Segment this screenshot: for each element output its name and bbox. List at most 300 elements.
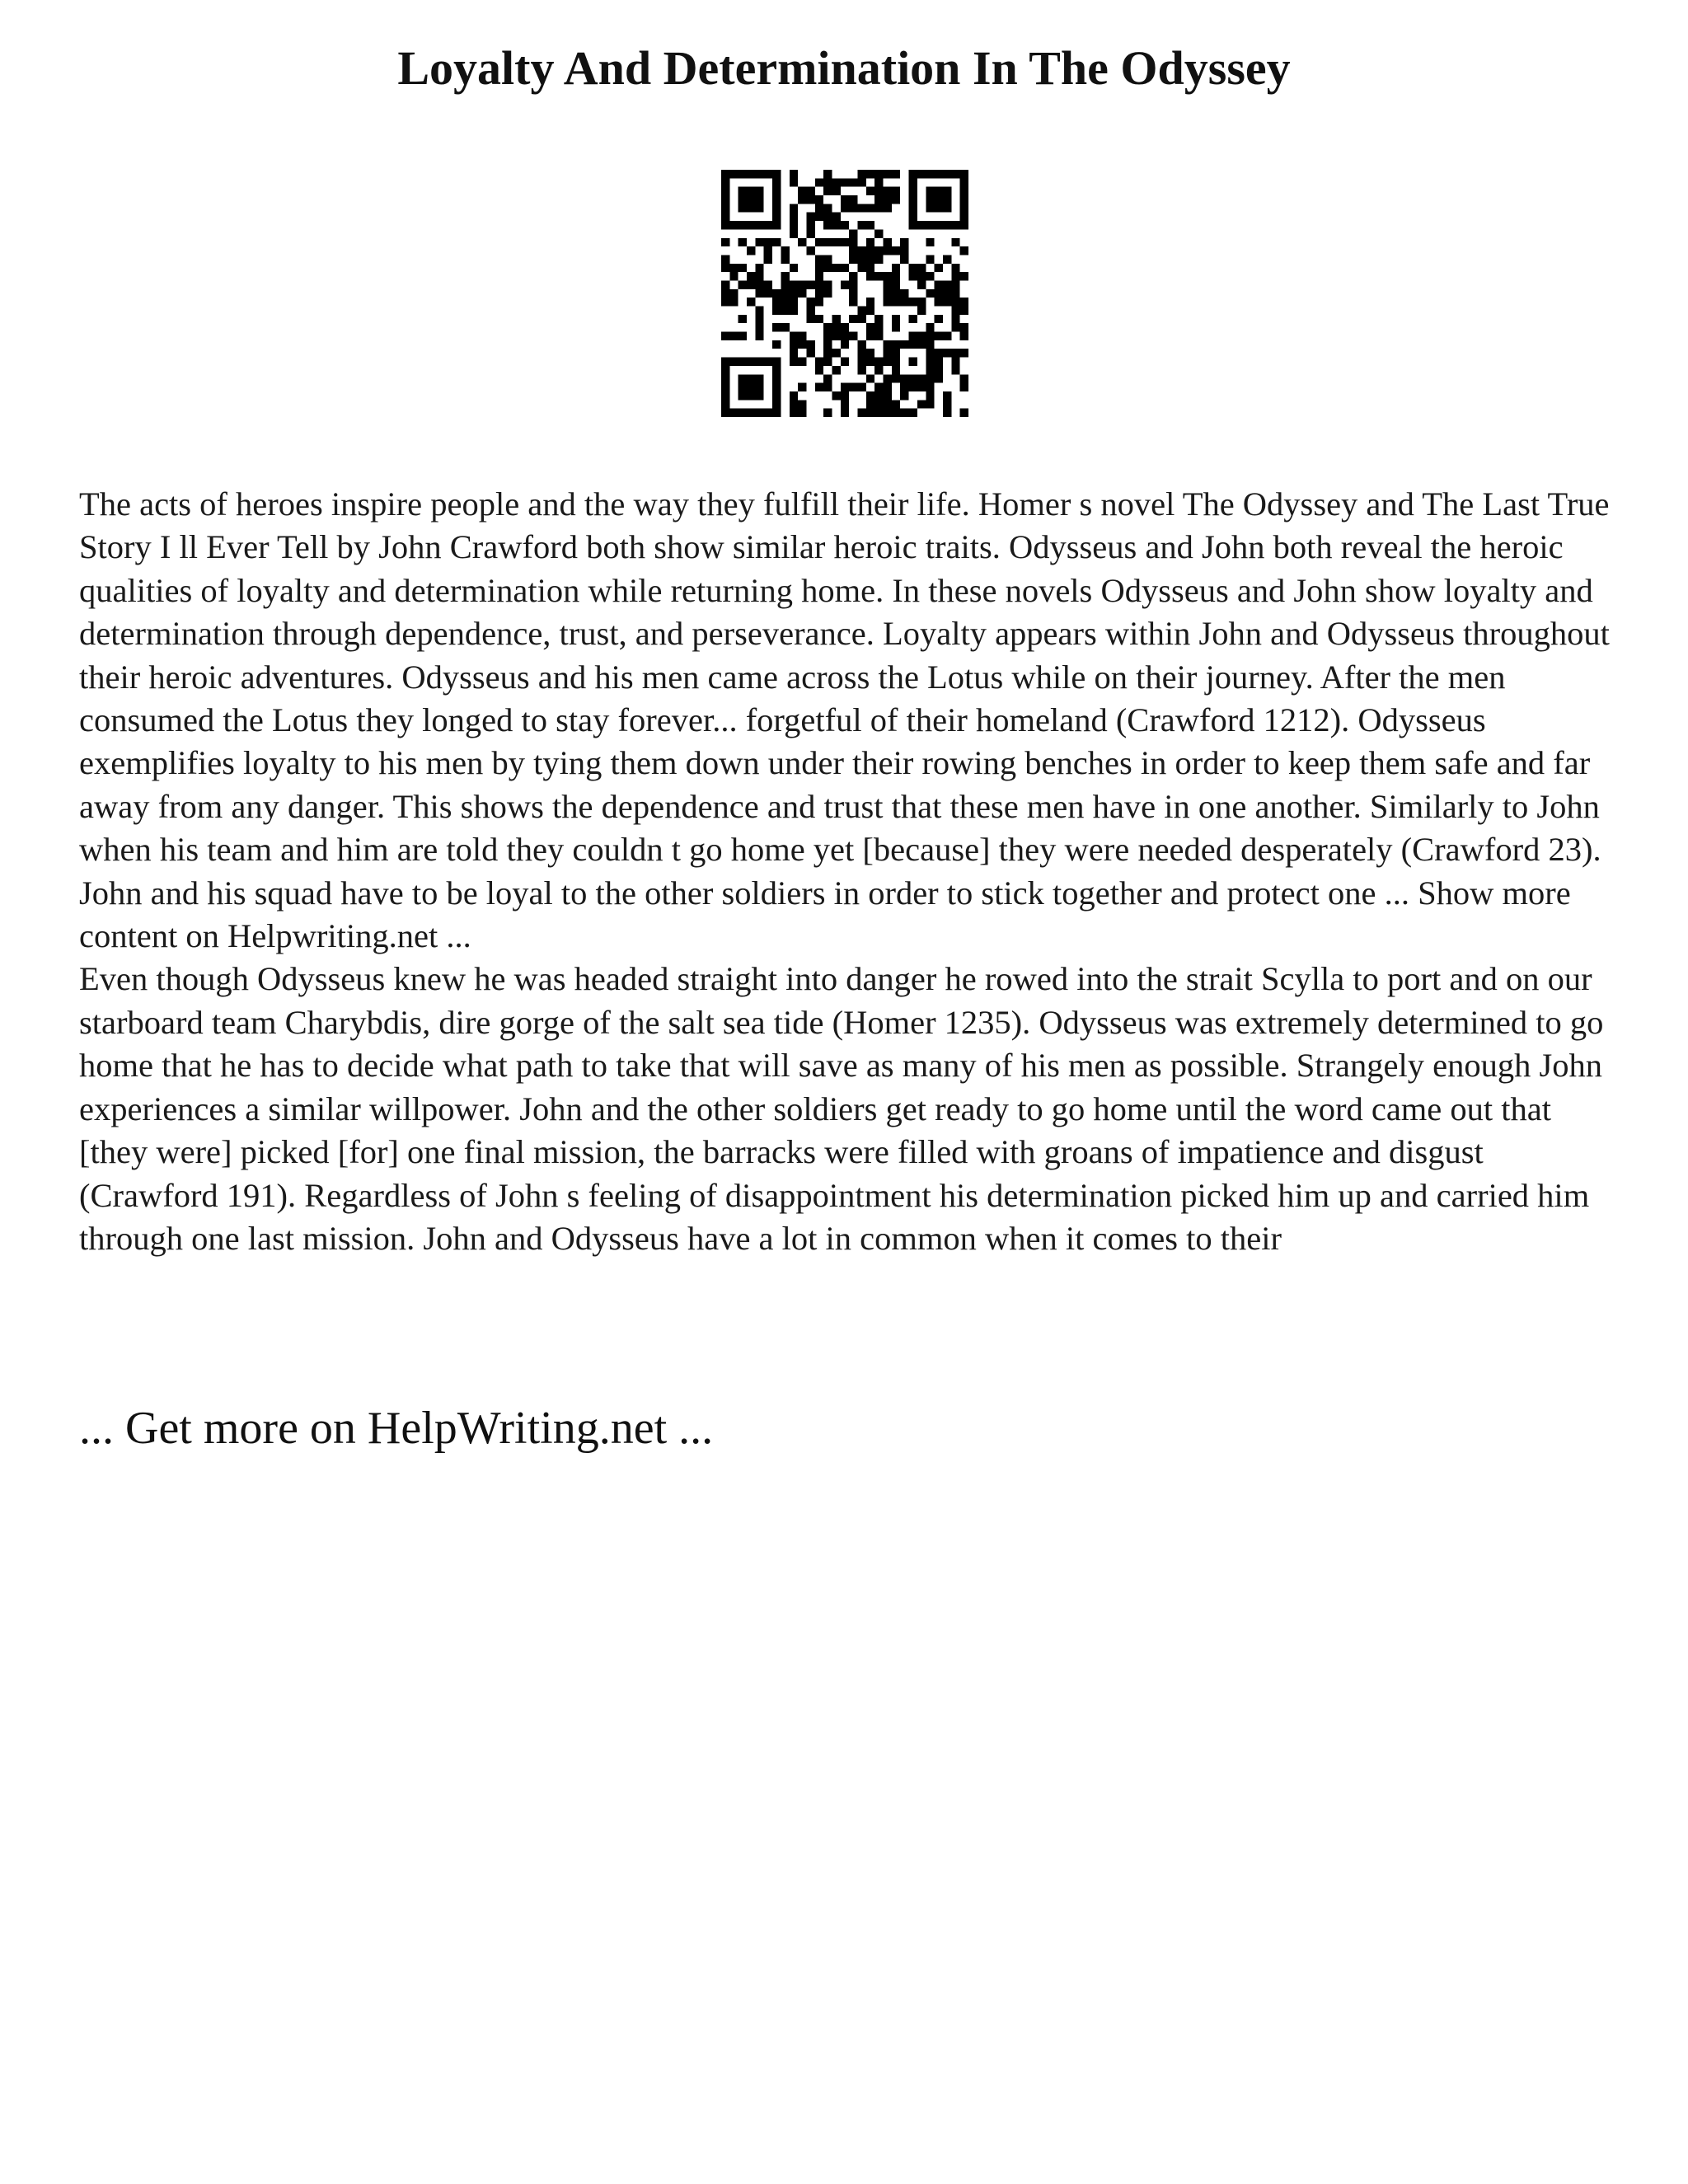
qr-module [790, 349, 798, 357]
qr-module [790, 400, 798, 408]
qr-module [935, 374, 943, 382]
qr-module [823, 280, 832, 288]
qr-module [841, 323, 849, 331]
qr-module [815, 383, 823, 391]
qr-module [917, 383, 926, 391]
qr-module [874, 178, 883, 186]
qr-module [960, 307, 968, 315]
qr-module [781, 272, 789, 280]
qr-module [917, 332, 926, 340]
qr-module [900, 246, 908, 255]
qr-module [755, 358, 763, 366]
qr-module [866, 187, 874, 195]
qr-module [900, 409, 908, 417]
qr-module [884, 391, 892, 400]
qr-module [738, 170, 747, 178]
qr-module [832, 238, 840, 246]
qr-module [943, 221, 951, 229]
qr-module [790, 409, 798, 417]
qr-module [798, 383, 806, 391]
qr-module [755, 264, 763, 272]
qr-module [926, 383, 934, 391]
qr-module [909, 187, 917, 195]
qr-module [755, 383, 763, 391]
qr-module [960, 332, 968, 340]
qr-module [960, 349, 968, 357]
qr-code-graphic [721, 170, 968, 417]
qr-module [747, 204, 755, 212]
qr-module [892, 349, 900, 357]
qr-module [935, 315, 943, 323]
qr-module [823, 323, 832, 331]
qr-module [823, 383, 832, 391]
qr-module [874, 204, 883, 212]
qr-module [917, 298, 926, 306]
qr-code-icon [721, 170, 968, 417]
qr-module [721, 170, 729, 178]
qr-module [866, 323, 874, 331]
qr-module [917, 170, 926, 178]
qr-module [790, 229, 798, 237]
qr-module [849, 332, 857, 340]
qr-module [960, 221, 968, 229]
qr-module [866, 307, 874, 315]
qr-module [798, 289, 806, 298]
qr-module [729, 298, 738, 306]
qr-module [951, 238, 959, 246]
qr-module [755, 409, 763, 417]
qr-module [764, 358, 772, 366]
qr-module [815, 204, 823, 212]
qr-module [892, 298, 900, 306]
qr-module [926, 349, 934, 357]
qr-module [823, 340, 832, 349]
qr-module [943, 400, 951, 408]
qr-module [798, 332, 806, 340]
qr-module [832, 349, 840, 357]
qr-module [935, 170, 943, 178]
qr-module [755, 272, 763, 280]
qr-module [943, 255, 951, 263]
qr-module [926, 391, 934, 400]
qr-module [866, 170, 874, 178]
qr-module [738, 264, 747, 272]
qr-module [943, 409, 951, 417]
qr-module [909, 264, 917, 272]
qr-module [892, 374, 900, 382]
qr-module [764, 409, 772, 417]
qr-module [866, 238, 874, 246]
qr-module [858, 178, 866, 186]
qr-module [790, 358, 798, 366]
qr-module [858, 204, 866, 212]
qr-module [892, 246, 900, 255]
qr-module [926, 289, 934, 298]
qr-module [798, 280, 806, 288]
qr-module [892, 340, 900, 349]
qr-module [909, 272, 917, 280]
qr-module [721, 400, 729, 408]
qr-module [806, 187, 814, 195]
qr-module [747, 246, 755, 255]
qr-module [729, 272, 738, 280]
qr-module [874, 383, 883, 391]
qr-module [747, 187, 755, 195]
qr-module [747, 374, 755, 382]
qr-module [772, 323, 781, 331]
qr-module [960, 204, 968, 212]
qr-module [917, 272, 926, 280]
qr-module [909, 409, 917, 417]
qr-module [747, 391, 755, 400]
qr-module [935, 280, 943, 288]
qr-module [747, 409, 755, 417]
qr-module [806, 229, 814, 237]
qr-module [738, 315, 747, 323]
qr-module [874, 246, 883, 255]
qr-module [806, 195, 814, 204]
qr-module [917, 400, 926, 408]
qr-module [738, 204, 747, 212]
qr-module [960, 178, 968, 186]
qr-module [738, 358, 747, 366]
qr-module [884, 170, 892, 178]
qr-module [747, 298, 755, 306]
qr-module [781, 255, 789, 263]
qr-module [892, 366, 900, 374]
qr-module [866, 221, 874, 229]
qr-module [960, 246, 968, 255]
qr-module [823, 178, 832, 186]
qr-module [935, 298, 943, 306]
qr-module [917, 280, 926, 288]
qr-module [832, 264, 840, 272]
qr-module [943, 332, 951, 340]
qr-module [892, 323, 900, 331]
qr-module [815, 358, 823, 366]
qr-module [874, 391, 883, 400]
qr-module [849, 272, 857, 280]
qr-module [729, 289, 738, 298]
qr-module [935, 366, 943, 374]
qr-module [874, 272, 883, 280]
qr-module [892, 264, 900, 272]
qr-module [884, 349, 892, 357]
qr-module [892, 315, 900, 323]
qr-module [926, 221, 934, 229]
qr-module [815, 195, 823, 204]
qr-module [951, 307, 959, 315]
qr-module [874, 315, 883, 323]
qr-module [884, 272, 892, 280]
qr-module [892, 272, 900, 280]
qr-module [858, 307, 866, 315]
qr-module [900, 383, 908, 391]
qr-module [721, 332, 729, 340]
qr-module [874, 255, 883, 263]
qr-module [900, 340, 908, 349]
qr-module [909, 170, 917, 178]
qr-module [935, 349, 943, 357]
qr-module [841, 238, 849, 246]
qr-module [781, 246, 789, 255]
qr-module [866, 374, 874, 382]
qr-module [935, 264, 943, 272]
qr-module [755, 280, 763, 288]
qr-module [764, 280, 772, 288]
qr-module [772, 383, 781, 391]
get-more-link[interactable]: ... Get more on HelpWriting.net ... [79, 1403, 714, 1454]
qr-module [729, 170, 738, 178]
qr-module [909, 195, 917, 204]
qr-module [738, 409, 747, 417]
qr-module [909, 358, 917, 366]
qr-module [721, 238, 729, 246]
qr-module [721, 187, 729, 195]
qr-module [849, 255, 857, 263]
qr-module [858, 349, 866, 357]
qr-module [909, 178, 917, 186]
qr-module [960, 272, 968, 280]
qr-module [772, 195, 781, 204]
qr-module [798, 400, 806, 408]
qr-module [764, 221, 772, 229]
qr-module [841, 221, 849, 229]
qr-module [926, 323, 934, 331]
qr-module [909, 221, 917, 229]
qr-module [900, 298, 908, 306]
qr-module [951, 280, 959, 288]
qr-module [874, 400, 883, 408]
qr-module [909, 374, 917, 382]
qr-module [738, 383, 747, 391]
qr-module [884, 374, 892, 382]
qr-module [841, 409, 849, 417]
qr-module [729, 264, 738, 272]
qr-module [781, 307, 789, 315]
qr-module [951, 366, 959, 374]
qr-module [849, 238, 857, 246]
qr-module [721, 221, 729, 229]
qr-module [772, 238, 781, 246]
qr-module [772, 204, 781, 212]
qr-module [884, 204, 892, 212]
qr-module [935, 289, 943, 298]
qr-module [721, 289, 729, 298]
qr-module [790, 289, 798, 298]
qr-module [866, 264, 874, 272]
qr-module [943, 187, 951, 195]
qr-module [866, 400, 874, 408]
qr-module [764, 255, 772, 263]
qr-module [772, 213, 781, 221]
qr-module [772, 358, 781, 366]
paragraph-1: The acts of heroes inspire people and the way they fulfill their life. Homer s novel The Odyssey and The Last True Story I ll Ever Tell by John Crawford both show similar heroic traits. Odysseus and John both reveal the heroic qualities of loyalty and determination while returning home. In these novels Odysseus and John show loyalty and determination through dependence, trust, and perseverance. Loyalty appears within John and Odysseus throughout their heroic adventures. Odysseus and his men came across the Lotus while on their journey. After the men consumed the Lotus they longed to stay forever... forgetful of their homeland (Crawford 1212). Odysseus exemplifies loyalty to his men by tying them down under their rowing benches in order to keep them safe and far away from any danger. This shows the dependence and trust that these men have in one another. Similarly to John when his team and him are told they couldn t go home yet [because] they were needed desperately (Crawford 23). John and his squad have to be loyal to the other soldiers in order to stick together and protect one ... Show more content on Helpwriting.net ... [79, 485, 1610, 955]
qr-module [747, 195, 755, 204]
qr-module [841, 280, 849, 288]
qr-module [866, 255, 874, 263]
qr-module [806, 246, 814, 255]
qr-module [841, 400, 849, 408]
qr-module [806, 221, 814, 229]
qr-module [909, 213, 917, 221]
qr-module [943, 280, 951, 288]
qr-module [755, 374, 763, 382]
qr-module [815, 366, 823, 374]
qr-module [823, 255, 832, 263]
qr-module [798, 409, 806, 417]
qr-module [858, 383, 866, 391]
qr-module [738, 332, 747, 340]
qr-module [832, 323, 840, 331]
qr-module [884, 298, 892, 306]
qr-module [755, 289, 763, 298]
qr-module [943, 298, 951, 306]
qr-module [935, 204, 943, 212]
qr-module [960, 213, 968, 221]
qr-module [806, 315, 814, 323]
qr-module [790, 204, 798, 212]
qr-module [772, 374, 781, 382]
qr-module [755, 315, 763, 323]
paragraph-2: Even though Odysseus knew he was headed straight into danger he rowed into the strait Scylla to port and on our starboard team Charybdis, dire gorge of the salt sea tide (Homer 1235). Odysseus was extremely determined to go home that he has to decide what path to take that will save as many of his men as possible. Strangely enough John experiences a similar willpower. John and the other soldiers get ready to go home until the word came out that [they were] picked [for] one final mission, the barracks were filled with groans of impatience and disgust (Crawford 191). Regardless of John s feeling of disappointment his determination picked him up and carried him through one last mission. John and Odysseus have a lot in common when it comes to their [79, 960, 1604, 1257]
qr-module [884, 358, 892, 366]
qr-module [721, 409, 729, 417]
qr-module [892, 289, 900, 298]
qr-module [772, 178, 781, 186]
qr-module [747, 383, 755, 391]
qr-module [849, 204, 857, 212]
qr-module [832, 187, 840, 195]
qr-module [858, 358, 866, 366]
qr-module [917, 307, 926, 315]
qr-module [815, 255, 823, 263]
qr-module [935, 332, 943, 340]
qr-module [874, 409, 883, 417]
qr-module [721, 280, 729, 288]
qr-module [866, 332, 874, 340]
qr-module [772, 400, 781, 408]
qr-module [841, 340, 849, 349]
qr-module [772, 187, 781, 195]
qr-module [926, 340, 934, 349]
qr-module [874, 195, 883, 204]
qr-module [900, 255, 908, 263]
qr-module [849, 280, 857, 288]
qr-module [721, 298, 729, 306]
qr-module [909, 332, 917, 340]
qr-module [909, 204, 917, 212]
qr-module [849, 195, 857, 204]
qr-module [841, 391, 849, 400]
qr-module [823, 374, 832, 382]
qr-module [832, 315, 840, 323]
qr-module [884, 340, 892, 349]
qr-module [721, 213, 729, 221]
qr-module [729, 332, 738, 340]
qr-module [790, 213, 798, 221]
qr-module [858, 255, 866, 263]
qr-module [909, 315, 917, 323]
qr-module [960, 187, 968, 195]
qr-module [960, 374, 968, 382]
qr-module [764, 170, 772, 178]
qr-module [798, 195, 806, 204]
qr-module [823, 187, 832, 195]
qr-module [815, 178, 823, 186]
qr-module [951, 221, 959, 229]
qr-module [738, 221, 747, 229]
qr-module [755, 187, 763, 195]
qr-module [790, 264, 798, 272]
qr-module [806, 307, 814, 315]
qr-module [755, 221, 763, 229]
qr-module [790, 178, 798, 186]
qr-module [721, 178, 729, 186]
qr-module [884, 383, 892, 391]
qr-module [790, 340, 798, 349]
qr-module [772, 340, 781, 349]
qr-module [849, 289, 857, 298]
qr-module [815, 289, 823, 298]
qr-module [917, 221, 926, 229]
qr-module [900, 391, 908, 400]
qr-module [849, 315, 857, 323]
qr-module [884, 409, 892, 417]
qr-module [815, 280, 823, 288]
qr-module [781, 289, 789, 298]
qr-module [849, 229, 857, 237]
qr-module [909, 340, 917, 349]
qr-module [858, 264, 866, 272]
qr-module [790, 307, 798, 315]
qr-module [832, 391, 840, 400]
qr-module [874, 187, 883, 195]
qr-module [951, 349, 959, 357]
qr-module [884, 400, 892, 408]
qr-module [832, 366, 840, 374]
qr-module [951, 315, 959, 323]
qr-module [815, 315, 823, 323]
qr-module [823, 289, 832, 298]
qr-module [960, 323, 968, 331]
qr-module [798, 340, 806, 349]
qr-module [892, 400, 900, 408]
qr-module [926, 366, 934, 374]
qr-module [738, 391, 747, 400]
qr-module [815, 238, 823, 246]
qr-module [951, 272, 959, 280]
qr-module [917, 374, 926, 382]
qr-module [755, 195, 763, 204]
qr-module [790, 280, 798, 288]
qr-module [960, 409, 968, 417]
qr-module [874, 358, 883, 366]
qr-module [892, 195, 900, 204]
qr-module [823, 264, 832, 272]
qr-module [806, 340, 814, 349]
qr-module [721, 391, 729, 400]
qr-module [943, 349, 951, 357]
qr-module [772, 289, 781, 298]
qr-module [815, 298, 823, 306]
qr-module [721, 374, 729, 382]
qr-module [832, 178, 840, 186]
qr-module [874, 366, 883, 374]
qr-module [849, 178, 857, 186]
qr-module [874, 229, 883, 237]
qr-module [841, 178, 849, 186]
